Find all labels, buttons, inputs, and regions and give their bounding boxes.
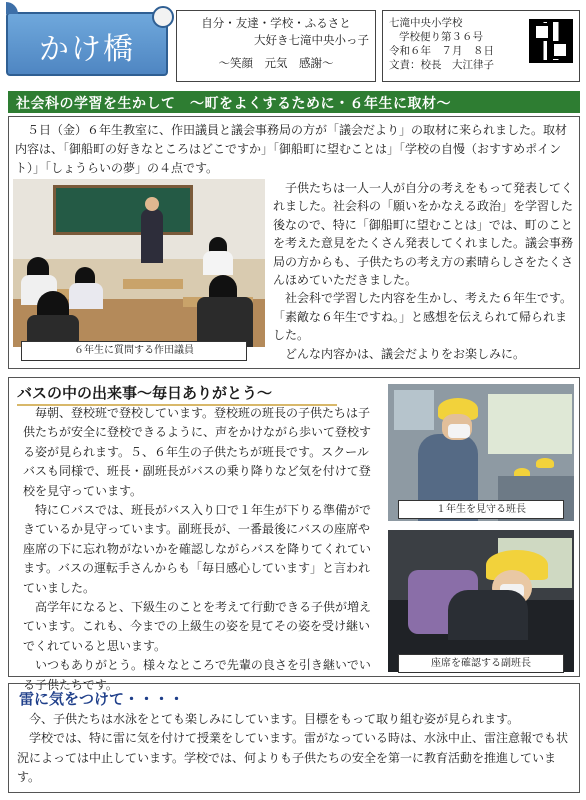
motto-line-2: 大好き七滝中央小っ子	[254, 33, 369, 47]
school-name: 七滝中央小学校	[389, 17, 463, 29]
paragraph: 毎朝、登校班で登校しています。登校班の班長の子供たちは子供たちが安全に登校できるように、声をかけながら歩いて登校する姿が見られます。５、６年生の子供たちが班長です。スクールバスも同様で、班長・副班長がバスの乗り降りなど気を付けて登校を見守っています。	[23, 406, 372, 498]
paragraph: 今、子供たちは水泳をとても楽しみにしています。目標をもって取り組む姿が見られます。	[29, 712, 520, 726]
qr-code-icon[interactable]	[529, 19, 573, 63]
newsletter-title: かけ橋	[39, 32, 135, 67]
article-body	[17, 710, 573, 788]
section-heading-social-studies: 社会科の学習を生かして ～町をよくするために・６年生に取材～	[8, 91, 580, 113]
paragraph: 学校では、特に雷に気を付けて授業をしています。雷がなっている時は、水泳中止、雷注意報でも状況によっては中止しています。学校では、何よりも子供たちの安全を第一に教育活動を推進しています。	[17, 731, 569, 785]
article-thunder	[8, 683, 580, 793]
article-social-studies	[8, 116, 580, 369]
section-heading-thunder: 雷に気をつけて・・・・	[19, 690, 185, 708]
motto-line-3: ～笑顔 元気 感謝～	[218, 56, 334, 70]
paragraph: 特にＣバスでは、班長がバス入り口で１年生が下りる準備ができているか見守っています。副班長が、一番最後にバスの座席や座席の下に忘れ物がないかを確認しながらバスを降りてくれています。バスの運転手さんからも「毎日感心しています」と言われていました。	[23, 503, 372, 595]
classroom-photo	[13, 179, 265, 347]
issue-author: 文責：校長 大江律子	[389, 59, 494, 71]
photo-caption: １年生を見守る班長	[398, 500, 564, 519]
article-body	[273, 179, 575, 363]
section-heading-bus: バスの中の出来事～毎日ありがとう～	[17, 382, 337, 406]
photo-caption: 座席を確認する副班長	[398, 654, 564, 673]
issue-info-box	[382, 10, 580, 82]
article-body	[23, 404, 379, 695]
councilor-figure	[141, 209, 163, 263]
paragraph: 高学年になると、下級生のことを考えて行動できる子供が増えています。これも、今までの上級生の姿を見てその姿を受け継いでくれていると思います。	[23, 600, 372, 653]
school-motto-box	[176, 10, 376, 82]
article-intro: ５日（金）６年生教室に、作田議員と議会事務局の方が「議会だより」の取材に来られました。取材内容は、「御船町の好きなところはどこですか」「御船町に望むことは」「学校の自慢（おすすめポイント）」「しょうらいの夢」の４点です。	[15, 123, 568, 175]
paragraph: 子供たちは一人一人が自分の考えをもって発表してくれました。社会科の「願いをかなえる政治」を学習した後なので、特に「御船町に望むことは」では、町のことを考えた意見をたくさん発表してくれました。議会事務局の方からも、子供たちの考え方の素晴らしさをたくさんほめていただきました。	[273, 181, 574, 288]
bus-photo-vice-leader	[388, 530, 574, 672]
issue-date: 令和６年 ７月 ８日	[389, 45, 494, 57]
blackboard	[53, 185, 193, 235]
article-bus	[8, 377, 580, 692]
motto-line-1: 自分・友達・学校・ふるさと	[201, 16, 351, 30]
paragraph: いつもありがとう。様々なところで先輩の良さを引き継いでいる子供たちです。	[23, 658, 371, 692]
paragraph: 社会科で学習した内容を生かし、考えた６年生です。「素敵な６年生ですね。」と感想を伝えられて帰られました。	[273, 291, 573, 343]
issue-number: 学校便り第３６号	[399, 31, 483, 43]
photo-caption: ６年生に質問する作田議員	[21, 341, 247, 361]
newsletter-banner	[6, 12, 168, 76]
paragraph: どんな内容かは、議会だよりをお楽しみに。	[285, 346, 526, 361]
